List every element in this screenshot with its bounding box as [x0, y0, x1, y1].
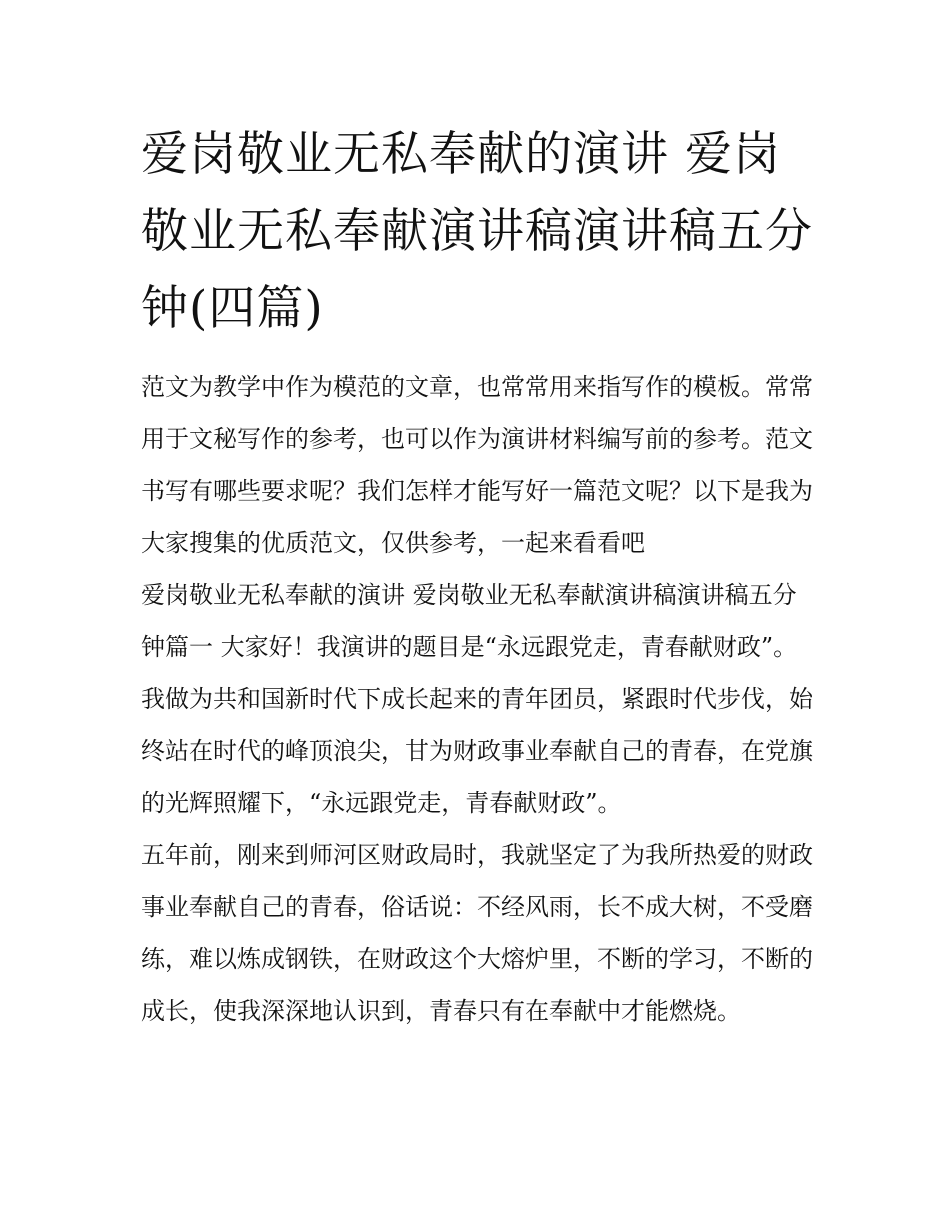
document-content	[141, 116, 813, 1037]
paragraph-speech-opening: 爱岗敬业无私奉献的演讲 爱岗敬业无私奉献演讲稿演讲稿五分钟篇一 大家好！我演讲的题目是“永远跟党走，青春献财政”。	[141, 581, 798, 661]
document-title: 爱岗敬业无私奉献的演讲 爱岗敬业无私奉献演讲稿演讲稿五分钟(四篇)	[141, 127, 813, 336]
paragraph-intro: 范文为教学中作为模范的文章，也常常用来指写作的模板。常常用于文秘写作的参考，也可以作为演讲材料编写前的参考。范文书写有哪些要求呢？我们怎样才能写好一篇范文呢？以下是我为大家搜集的优质范文，仅供参考，一起来看看吧	[141, 373, 813, 557]
paragraph-five-years-ago: 五年前，刚来到师河区财政局时，我就坚定了为我所热爱的财政事业奉献自己的青春，俗话说：不经风雨，长不成大树，不受磨练，难以炼成钢铁，在财政这个大熔炉里，不断的学习，不断的成长，使我深深地认识到，青春只有在奉献中才能燃烧。	[141, 841, 813, 1025]
document-body	[141, 361, 813, 1037]
paragraph-youth-member: 我做为共和国新时代下成长起来的青年团员，紧跟时代步伐，始终站在时代的峰顶浪尖，甘为财政事业奉献自己的青春，在党旗的光辉照耀下，“永远跟党走，青春献财政”。	[141, 685, 813, 817]
